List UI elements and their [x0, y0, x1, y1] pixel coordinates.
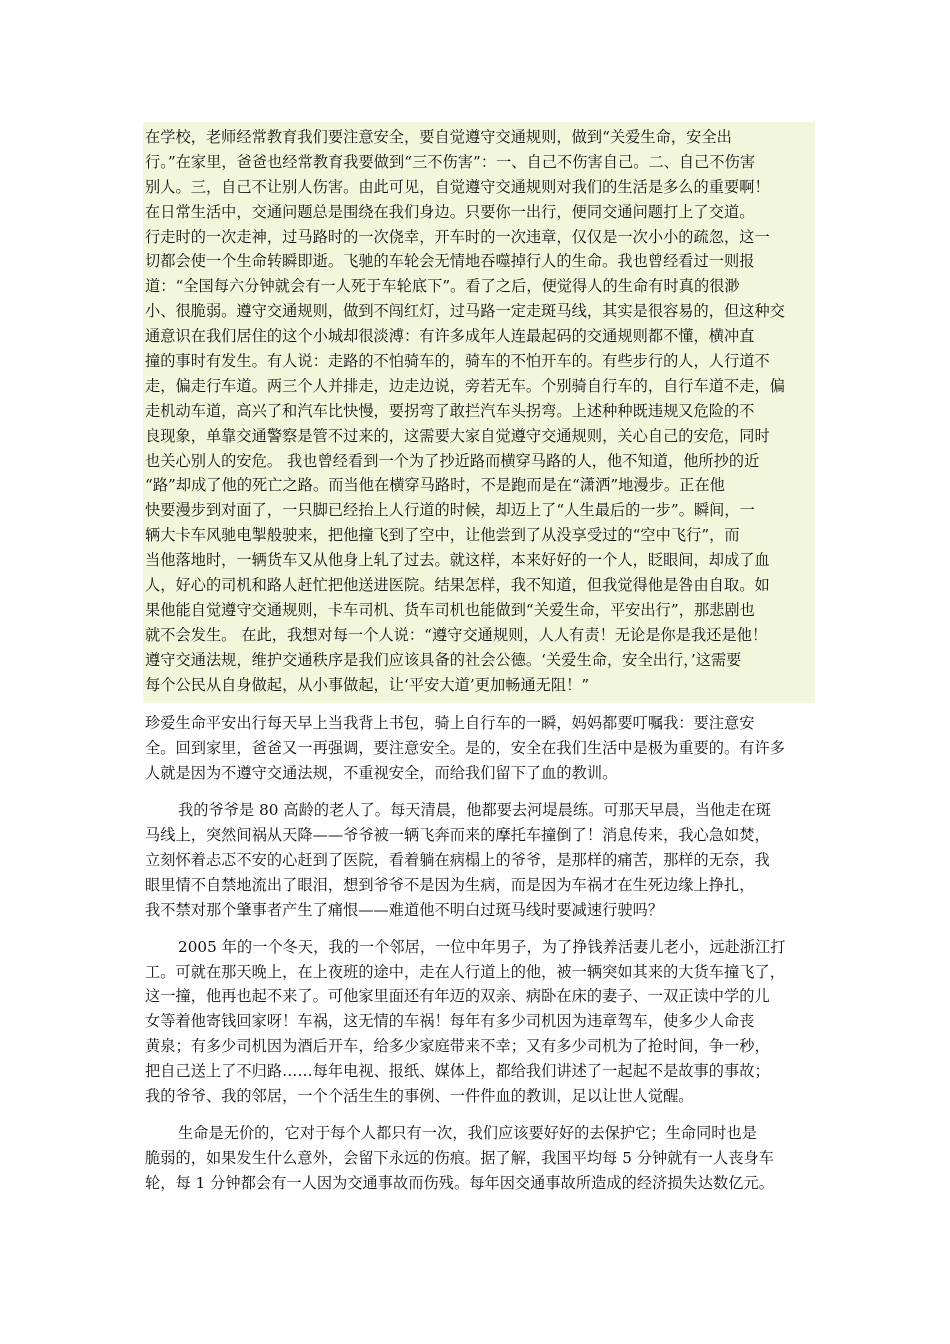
paragraph-line: 我不禁对那个肇事者产生了痛恨——难道他不明白过斑马线时要减速行驶吗？	[145, 900, 664, 919]
paragraph	[145, 711, 815, 786]
highlighted-line: 道：“全国每六分钟就会有一人死于车轮底下”。看了之后，便觉得人的生命有时真的很渺	[145, 277, 740, 296]
paragraph-line: 女等着他寄钱回家呀！车祸，这无情的车祸！每年有多少司机因为违章驾车，使多少人命丧	[145, 1012, 755, 1031]
highlighted-line: 果他能自觉遵守交通规则，卡车司机、货车司机也能做到“关爱生命，平安出行”，那悲剧也	[145, 600, 755, 619]
paragraph-line: 我的爷爷、我的邻居，一个个活生生的事例、一件件血的教训，足以让世人觉醒。	[145, 1086, 694, 1105]
highlighted-line: 通意识在我们居住的这个小城却很淡溥：有许多成年人连最起码的交通规则都不懂，横冲直	[145, 327, 755, 346]
paragraph	[145, 798, 815, 922]
highlighted-line: 辆大卡车风驰电掣般驶来，把他撞飞到了空中，让他尝到了从没享受过的“空中飞行”，而	[145, 526, 740, 545]
highlighted-line: 良现象，单靠交通警察是管不过来的，这需要大家自觉遵守交通规则，关心自己的安危，同时	[145, 426, 770, 445]
paragraph-line: 立刻怀着忐忑不安的心赶到了医院，看着躺在病榻上的爷爷，是那样的痛苦，那样的无奈，我	[145, 850, 770, 869]
paragraph-line: 轮，每 1 分钟都会有一人因为交通事故而伤残。每年因交通事故所造成的经济损失达数亿元。	[145, 1173, 774, 1192]
paragraph-line: 脆弱的，如果发生什么意外，会留下永远的伤痕。据了解，我国平均每 5 分钟就有一人丧身车	[145, 1148, 774, 1167]
paragraph-line: 工。可就在那天晚上，在上夜班的途中，走在人行道上的他，被一辆突如其来的大货车撞飞了，	[145, 962, 785, 981]
paragraph-line: 2005 年的一个冬天，我的一个邻居，一位中年男子，为了挣钱养活妻儿老小，远赴浙江打	[178, 937, 786, 956]
highlighted-line: 走，偏走行车道。两三个人并排走，边走边说，旁若无车。个别骑自行车的，自行车道不走，偏	[145, 376, 785, 395]
highlighted-section	[143, 122, 815, 703]
highlighted-line: 在学校，老师经常教育我们要注意安全，要自觉遵守交通规则，做到“关爱生命，安全出	[145, 128, 732, 146]
paragraph-line: 马线上，突然间祸从天降——爷爷被一辆飞奔而来的摩托车撞倒了！消息传来，我心急如焚，	[145, 826, 770, 845]
paragraph-line: 我的爷爷是 80 高龄的老人了。每天清晨，他都要去河堤晨练。可那天早晨，当他走在斑	[178, 801, 771, 820]
highlighted-line: 撞的事时有发生。有人说：走路的不怕骑车的，骑车的不怕开车的。有些步行的人，人行道不	[145, 352, 770, 371]
highlighted-line: 小、很脆弱。遵守交通规则，做到不闯红灯，过马路一定走斑马线，其实是很容易的，但这种交	[145, 302, 785, 321]
highlighted-line: “路”却成了他的死亡之路。而当他在横穿马路时，不是跑而是在“潇洒”地漫步。正在他	[145, 476, 725, 495]
body-text	[145, 711, 815, 1195]
highlighted-line: 人，好心的司机和路人赶忙把他送进医院。结果怎样，我不知道，但我觉得他是咎由自取。如	[145, 576, 770, 595]
highlighted-line: 切都会使一个生命转瞬即逝。飞驰的车轮会无情地吞噬掉行人的生命。我也曾经看过一则报	[145, 252, 755, 271]
paragraph-line: 全。回到家里，爸爸又一再强调，要注意安全。是的，安全在我们生活中是极为重要的。有许多	[145, 739, 785, 758]
highlighted-line: 行走时的一次走神，过马路时的一次侥幸，开车时的一次违章，仅仅是一次小小的疏忽，这一	[145, 227, 770, 246]
highlighted-line: 行。”在家里，爸爸也经常教育我要做到“三不伤害”：一、自己不伤害自己。二、自己不伤害	[145, 152, 756, 171]
highlighted-line: 遵守交通法规，维护交通秩序是我们应该具备的社会公德。‘关爱生命，安全出行，’这需要	[145, 650, 742, 669]
paragraph-line: 生命是无价的，它对于每个人都只有一次，我们应该要好好的去保护它；生命同时也是	[178, 1123, 758, 1142]
highlighted-line: 快要漫步到对面了，一只脚已经抬上人行道的时候，却迈上了“人生最后的一步”。瞬间，一	[145, 501, 755, 520]
paragraph	[145, 935, 815, 1109]
paragraph-line: 人就是因为不遵守交通法规，不重视安全，而给我们留下了血的教训。	[145, 764, 618, 783]
highlighted-line: 在日常生活中，交通问题总是围绕在我们身边。只要你一出行，便同交通问题打上了交道。	[145, 202, 755, 221]
paragraph-line: 黄泉；有多少司机因为酒后开车，给多少家庭带来不幸；又有多少司机为了抢时间，争一秒，	[145, 1037, 770, 1056]
highlighted-line: 就不会发生。 在此，我想对每一个人说：“遵守交通规则，人人有责！无论是你是我还是他！	[145, 625, 768, 644]
highlighted-line: 走机动车道，高兴了和汽车比快慢，要拐弯了敢拦汽车头拐弯。上述种种既违规又危险的不	[145, 401, 755, 420]
paragraph-line: 把自己送上了不归路……每年电视、报纸、媒体上，都给我们讲述了一起起不是故事的事故；	[145, 1062, 770, 1081]
document-page	[145, 122, 815, 1196]
highlighted-line: 也关心别人的安危。 我也曾经看到一个为了抄近路而横穿马路的人，他不知道，他所抄的近	[145, 451, 760, 470]
paragraph-line: 眼里情不自禁地流出了眼泪，想到爷爷不是因为生病，而是因为车祸才在生死边缘上挣扎，	[145, 875, 755, 894]
paragraph	[145, 1121, 815, 1196]
highlighted-line: 别人。三，自己不让别人伤害。由此可见，自觉遵守交通规则对我们的生活是多么的重要啊！	[145, 177, 770, 196]
paragraph-line: 这一撞，他再也起不来了。可他家里面还有年迈的双亲、病卧在床的妻子、一双正读中学的儿	[145, 987, 770, 1006]
highlighted-line: 当他落地时，一辆货车又从他身上轧了过去。就这样，本来好好的一个人，眨眼间，却成了血	[145, 551, 770, 570]
highlighted-line: 每个公民从自身做起，从小事做起，让‘平安大道’更加畅通无阻！”	[145, 675, 590, 694]
paragraph-line: 珍爱生命平安出行每天早上当我背上书包，骑上自行车的一瞬，妈妈都要叮嘱我：要注意安	[145, 714, 755, 733]
